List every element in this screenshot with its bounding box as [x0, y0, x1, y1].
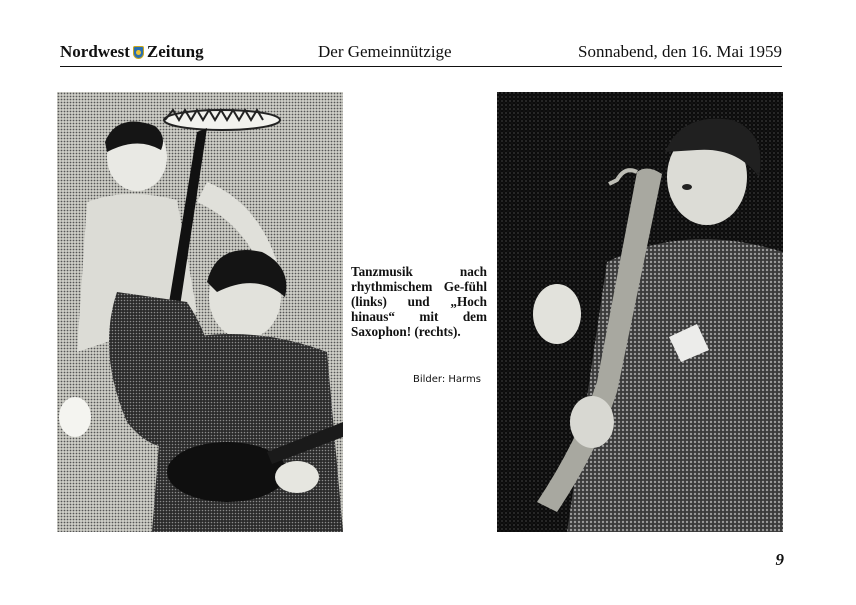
- photo-band-left: [57, 92, 343, 532]
- section-name: Der Gemeinnützige: [318, 42, 452, 61]
- newspaper-masthead: [60, 42, 204, 62]
- masthead-left: Nordwest: [60, 42, 130, 61]
- masthead-right: Zeitung: [146, 42, 204, 61]
- issue-date: Sonnabend, den 16. Mai 1959: [578, 42, 782, 61]
- photo-saxophonist-right: [497, 92, 783, 532]
- photo-left-illustration: [57, 92, 343, 532]
- photo-right-illustration: [497, 92, 783, 532]
- photo-caption: Tanzmusik nach rhythmischem Ge-fühl (links) und „Hoch hinaus“ mit dem Saxophon! (rechts).: [351, 264, 487, 339]
- photo-credit: Bilder: Harms: [413, 374, 481, 385]
- coat-of-arms-icon: [133, 46, 144, 59]
- page-number: 9: [775, 550, 784, 569]
- page-header: [60, 40, 782, 67]
